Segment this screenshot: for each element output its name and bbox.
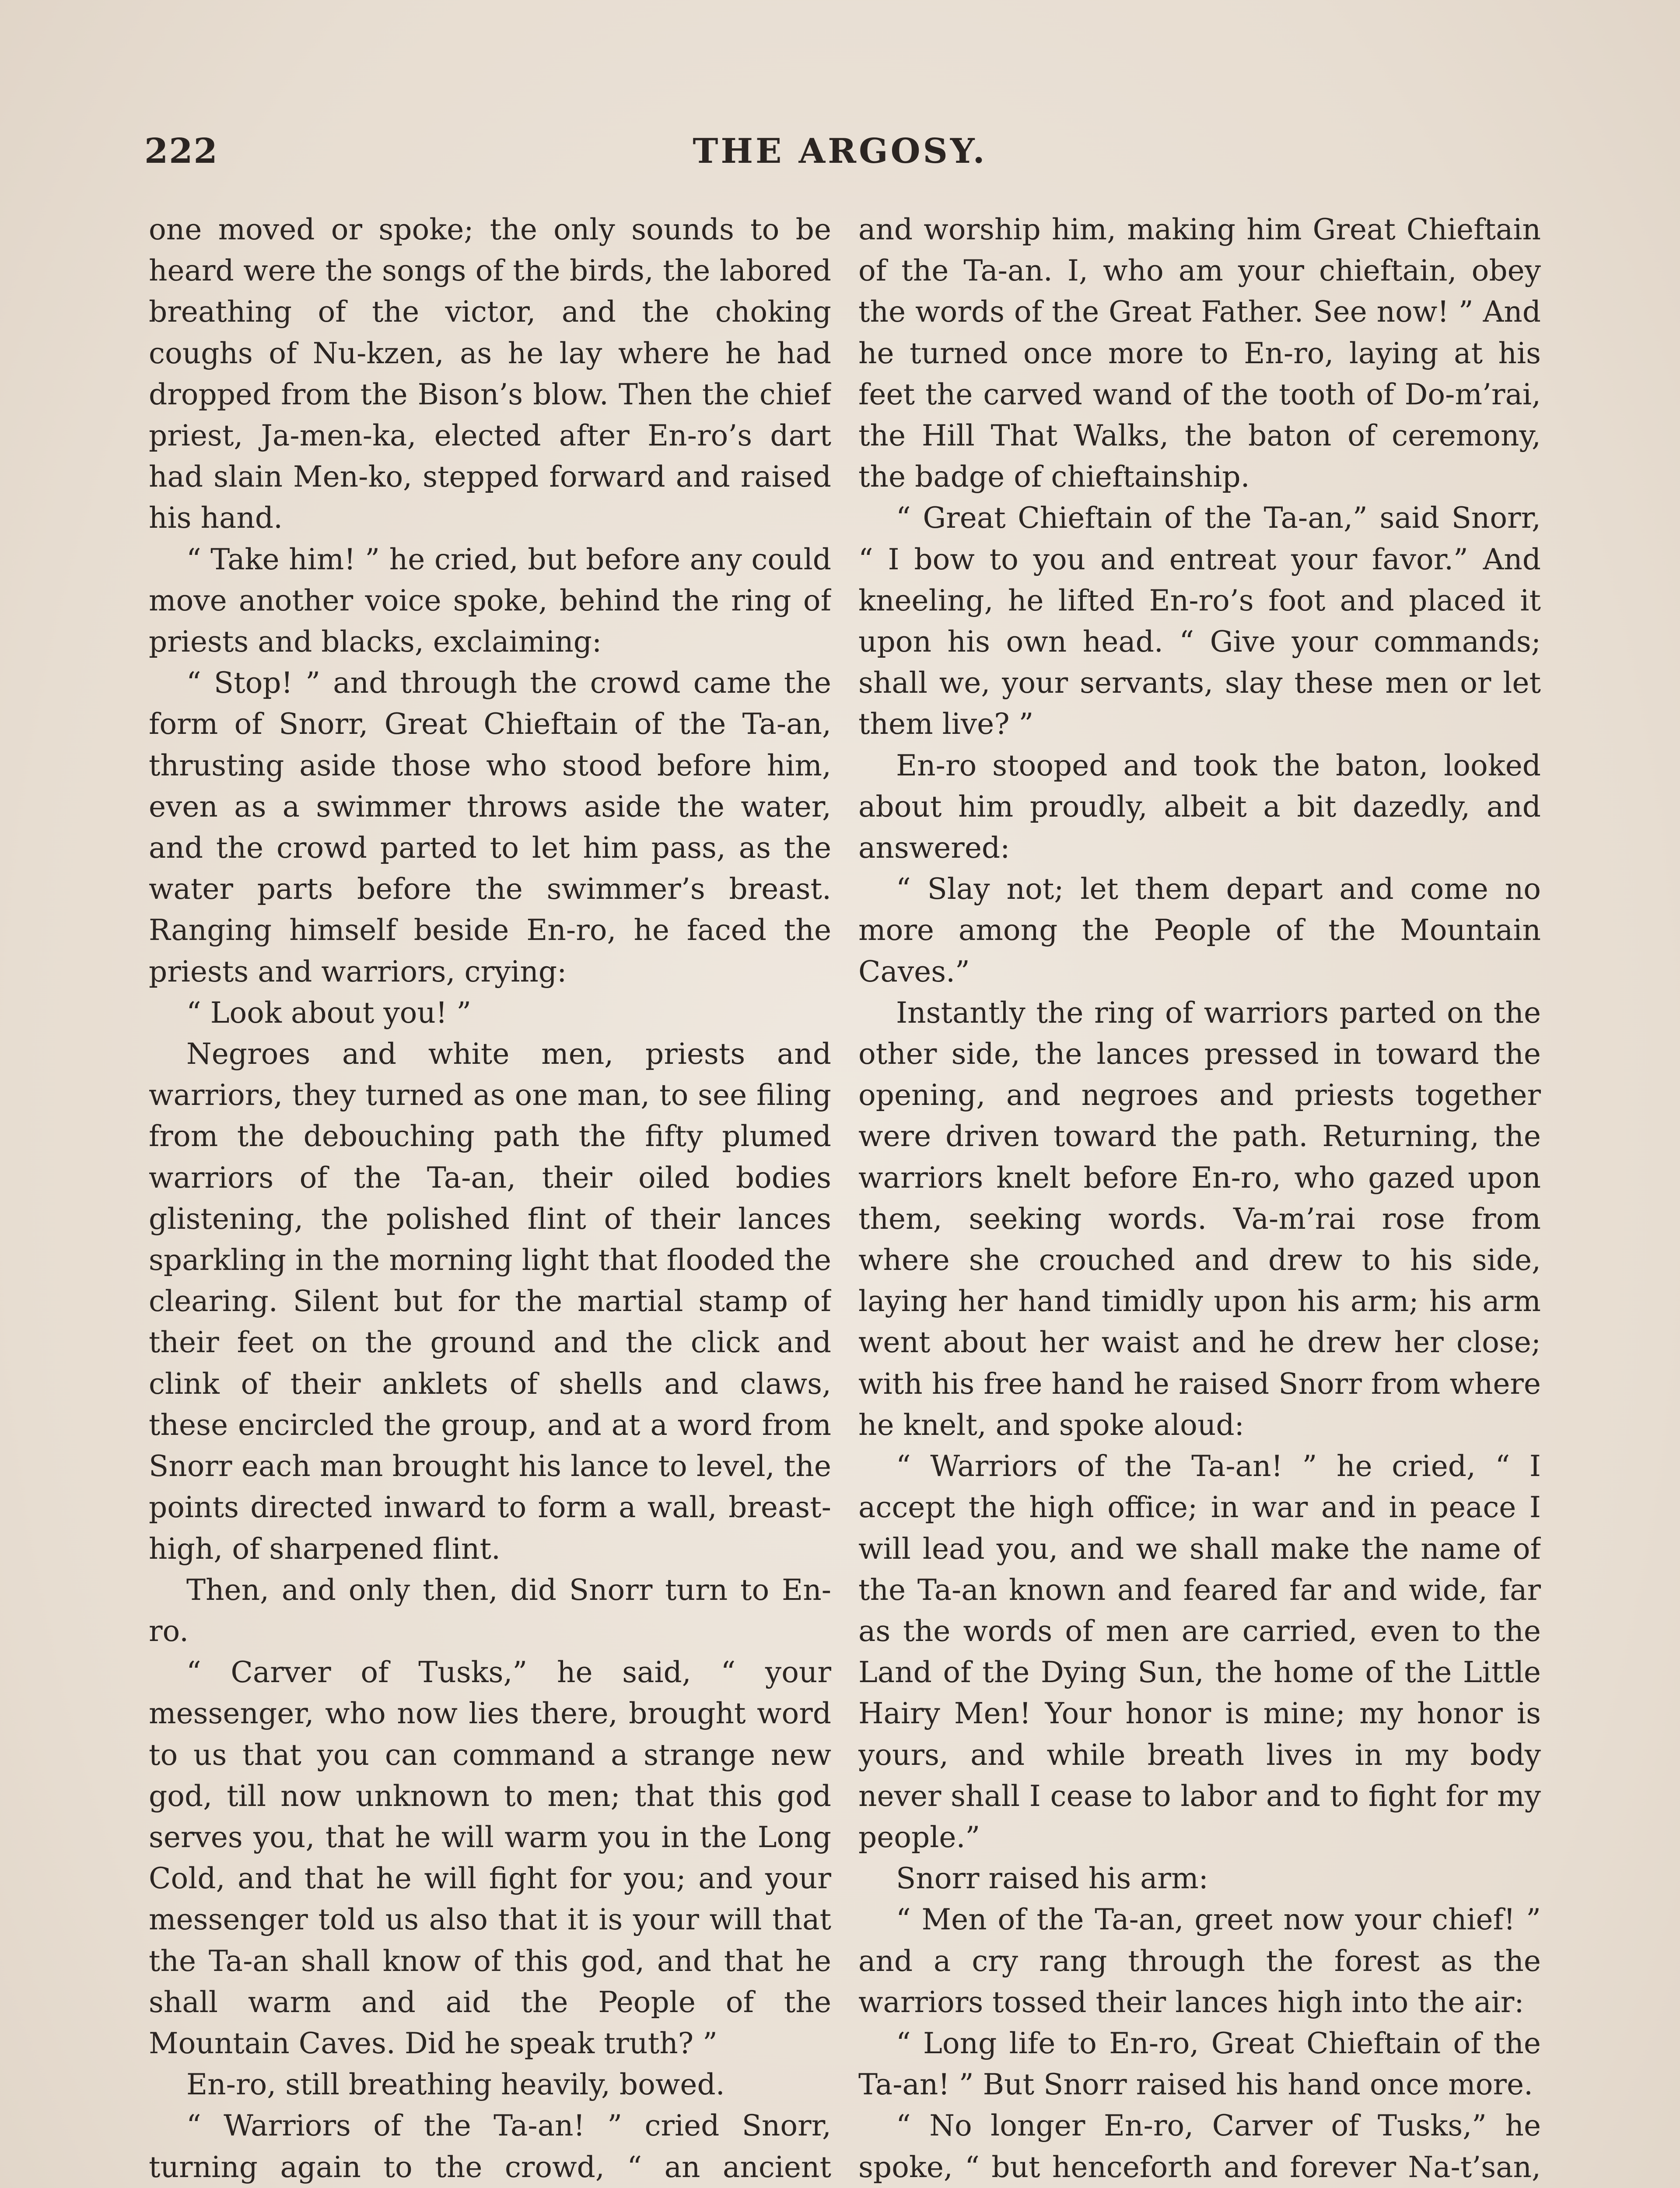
paragraph: “ Take him! ” he cried, but before any could move another voice spoke, behind the ring of priests and blacks, exclaiming:	[149, 542, 831, 659]
paragraph: Then, and only then, did Snorr turn to En-ro.	[149, 1573, 831, 1648]
paragraph: “ Warriors of the Ta-an! ” cried Snorr, turning again to the crowd, “ an ancient	[149, 2109, 831, 2184]
paragraph: “ Slay not; let them depart and come no more among the People of the Mountain Caves.”	[858, 872, 1541, 989]
paragraph: one moved or spoke; the only sounds to be heard were the songs of the birds, the labored breathing of the victor, and the choking coughs of Nu-kzen, as he lay where he had dropped from the Bison’s blow. Then the chief priest, Ja-men-ka, elected after En-ro’s dart had slain Men-ko, stepped forward and raised his hand.	[149, 213, 831, 535]
paragraph: “ Look about you! ”	[186, 996, 472, 1030]
paragraph: Instantly the ring of warriors parted on the other side, the lances pressed in toward the opening, and negroes and priests together were driven toward the path. Returning, the warriors knelt before En-ro, who gazed upon them, seeking words. Va-m’rai rose from where she crouched and drew to his side, laying her hand timidly upon his arm; his arm went about her waist and he drew her close; with his free hand he raised Snorr from where he knelt, and spoke aloud:	[858, 996, 1541, 1442]
paragraph: Snorr raised his arm:	[896, 1862, 1208, 1896]
paragraph: “ Long life to En-ro, Great Chieftain of the Ta-an! ” But Snorr raised his hand once more.	[858, 2026, 1541, 2102]
paragraph: “ Carver of Tusks,” he said, “ your messenger, who now lies there, brought word to us that you can command a strange new god, till now unknown to men; that this god serves you, that he will warm you in the Long Cold, and that he will fight for you; and your messenger told us also that it is your will that the Ta-an shall know of this god, and that he shall warm and aid the People of the Mountain Caves. Did he speak truth? ”	[149, 1655, 831, 2060]
paragraph: En-ro, still breathing heavily, bowed.	[186, 2068, 725, 2102]
running-head	[144, 131, 1536, 179]
paragraph: and worship him, making him Great Chieftain of the Ta-an. I, who am your chieftain, obey the words of the Great Father. See now! ” And he turned once more to En-ro, laying at his feet the carved wand of the tooth of Do-m’rai, the Hill That Walks, the baton of ceremony, the badge of chieftainship.	[858, 213, 1541, 494]
paragraph: “ Stop! ” and through the crowd came the form of Snorr, Great Chieftain of the Ta-an, thrusting aside those who stood before him, even as a swimmer throws aside the water, and the crowd parted to let him pass, as the water parts before the swimmer’s breast. Ranging himself beside En-ro, he faced the priests and warriors, crying:	[149, 666, 831, 989]
paragraph: “ Great Chieftain of the Ta-an,” said Snorr, “ I bow to you and entreat your favor.” And kneeling, he lifted En-ro’s foot and placed it upon his own head. “ Give your commands; shall we, your servants, slay these men or let them live? ”	[858, 501, 1541, 741]
right-column	[858, 209, 1541, 2188]
paragraph: “ Warriors of the Ta-an! ” he cried, “ I accept the high office; in war and in peace I will lead you, and we shall make the name of the Ta-an known and feared far and wide, far as the words of men are carried, even to the Land of the Dying Sun, the home of the Little Hairy Men! Your honor is mine; my honor is yours, and while breath lives in my body never shall I cease to labor and to fight for my people.”	[858, 1449, 1541, 1854]
paragraph: Negroes and white men, priests and warriors, they turned as one man, to see filing from the debouching path the fifty plumed warriors of the Ta-an, their oiled bodies glistening, the polished flint of their lances sparkling in the morning light that flooded the clearing. Silent but for the martial stamp of their feet on the ground and the click and clink of their anklets of shells and claws, these encircled the group, and at a word from Snorr each man brought his lance to level, the points directed inward to form a wall, breast-high, of sharpened flint.	[149, 1037, 831, 1566]
page-number: 222	[144, 131, 218, 171]
paragraph: “ No longer En-ro, Carver of Tusks,” he spoke, “ but henceforth and forever Na-t’san,	[858, 2109, 1541, 2184]
paragraph: “ Men of the Ta-an, greet now your chief! ” and a cry rang through the forest as the warriors tossed their lances high into the air:	[858, 1903, 1541, 2019]
paragraph: En-ro stooped and took the baton, looked about him proudly, albeit a bit dazedly, and answered:	[858, 748, 1541, 865]
magazine-title: THE ARGOSY.	[693, 131, 987, 171]
left-column	[149, 209, 831, 2188]
